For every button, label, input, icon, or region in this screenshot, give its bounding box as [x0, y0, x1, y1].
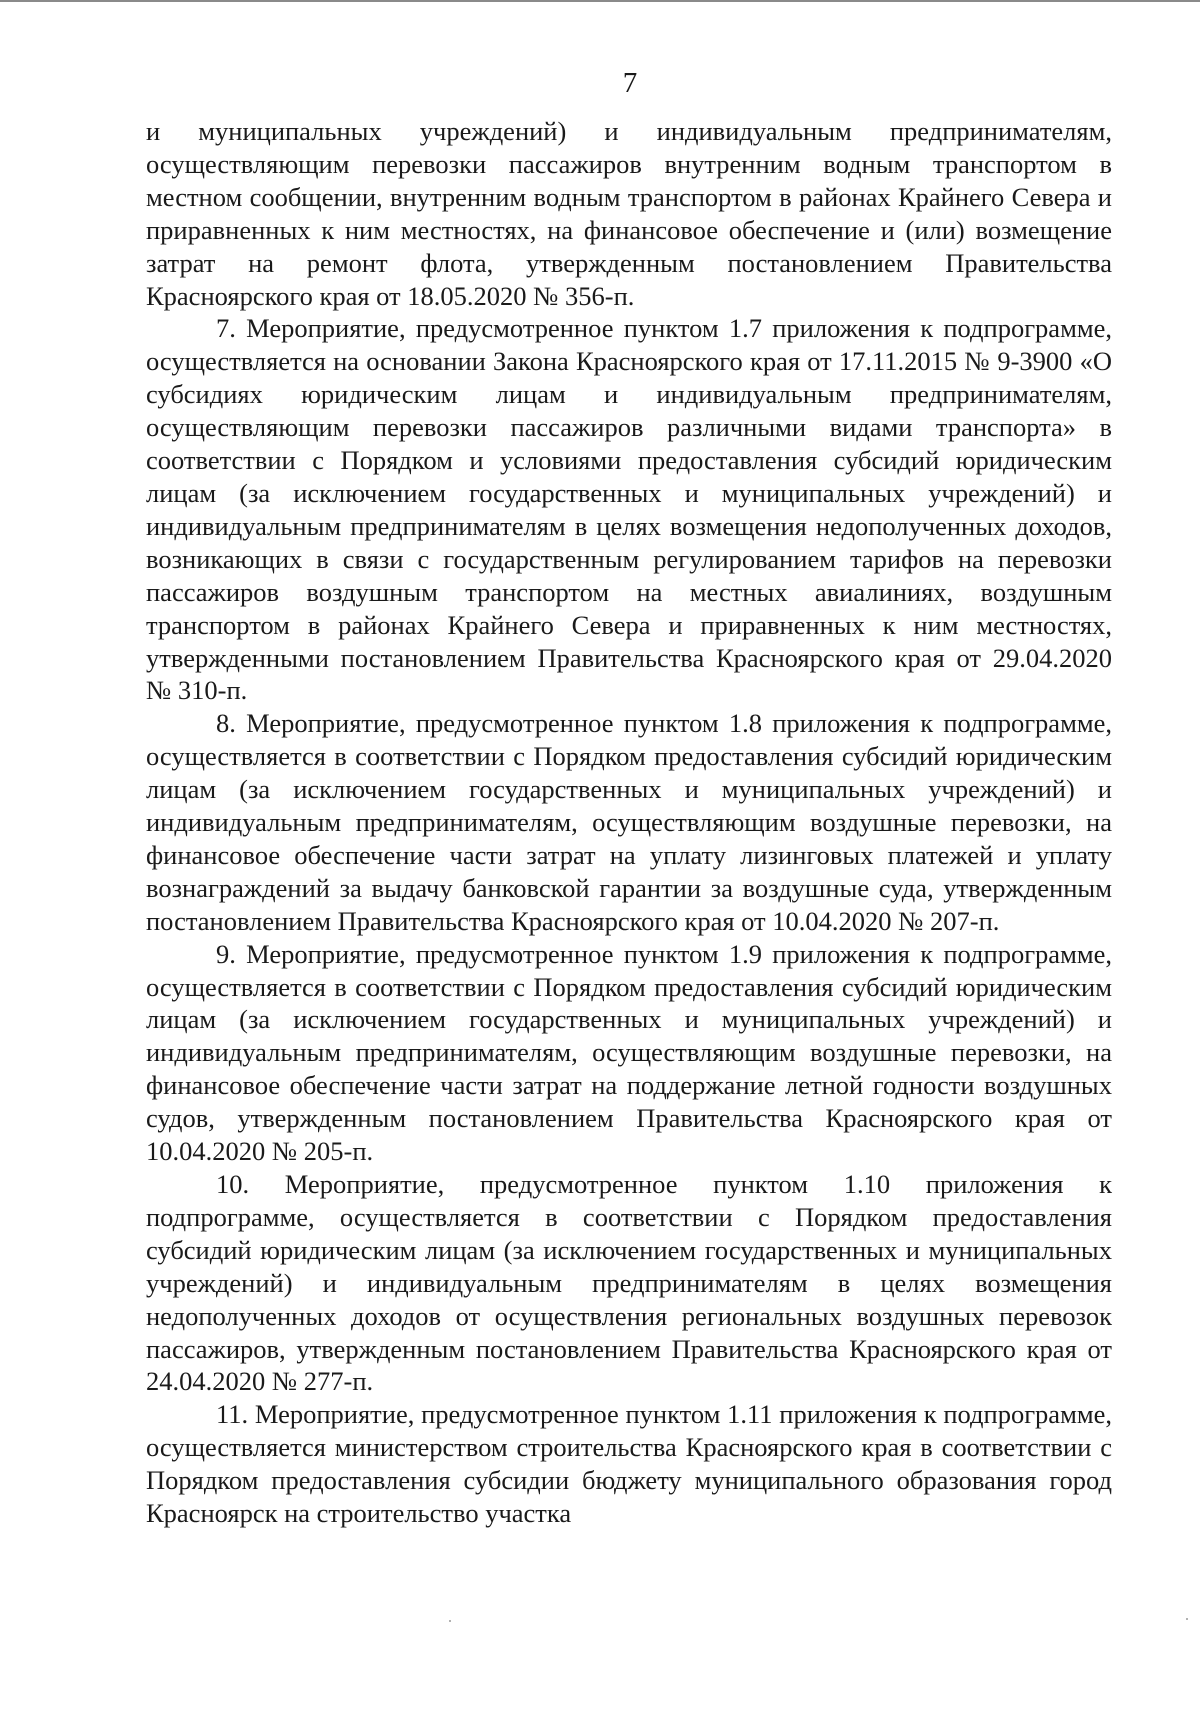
- paragraph-item-11: 11. Мероприятие, предусмотренное пунктом 1.11 приложения к подпрограмме, осуществляется министерством строительства Красноярского края в соответствии с Порядком предоставления субсидии бюджету муниципального образования город Красноярск на строительство участка: [146, 1399, 1112, 1529]
- scan-speck: [449, 1620, 451, 1622]
- top-edge-rule: [0, 0, 1200, 2]
- document-body: [146, 115, 1112, 1530]
- paragraph-continuation: и муниципальных учреждений) и индивидуальным предпринимателям, осуществляющим перевозки пассажиров внутренним водным транспортом в местном сообщении, внутренним водным транспортом в районах Крайнего Севера и приравненных к ним местностях, на финансовое обеспечение и (или) возмещение затрат на ремонт флота, утвержденным постановлением Правительства Красноярского края от 18.05.2020 № 356-п.: [146, 116, 1112, 311]
- paragraph-item-9: 9. Мероприятие, предусмотренное пунктом 1.9 приложения к подпрограмме, осуществляется в соответствии с Порядком предоставления субсидий юридическим лицам (за исключением государственных и муниципальных учреждений) и индивидуальным предпринимателям, осуществляющим воздушные перевозки, на финансовое обеспечение части затрат на поддержание летной годности воздушных судов, утвержденным постановлением Правительства Красноярского края от 10.04.2020 № 205-п.: [146, 938, 1112, 1167]
- paragraph-item-10: 10. Мероприятие, предусмотренное пунктом 1.10 приложения к подпрограмме, осуществляется в соответствии с Порядком предоставления субсидий юридическим лицам (за исключением государственных и муниципальных учреждений) и индивидуальным предпринимателям в целях возмещения недополученных доходов от осуществления региональных воздушных перевозок пассажиров, утвержденным постановлением Правительства Красноярского края от 24.04.2020 № 277-п.: [146, 1169, 1112, 1397]
- paragraph-item-8: 8. Мероприятие, предусмотренное пунктом 1.8 приложения к подпрограмме, осуществляется в соответствии с Порядком предоставления субсидий юридическим лицам (за исключением государственных и муниципальных учреждений) и индивидуальным предпринимателям, осуществляющим воздушные перевозки, на финансовое обеспечение части затрат на уплату лизинговых платежей и уплату вознаграждений за выдачу банковской гарантии за воздушные суда, утвержденным постановлением Правительства Красноярского края от 10.04.2020 № 207-п.: [146, 708, 1112, 936]
- paragraph-item-7: 7. Мероприятие, предусмотренное пунктом 1.7 приложения к подпрограмме, осуществляется на основании Закона Красноярского края от 17.11.2015 № 9-3900 «О субсидиях юридическим лицам и индивидуальным предпринимателям, осуществляющим перевозки пассажиров различными видами транспорта» в соответствии с Порядком и условиями предоставления субсидий юридическим лицам (за исключением государственных и муниципальных учреждений) и индивидуальным предпринимателям в целях возмещения недополученных доходов, возникающих в связи с государственным регулированием тарифов на перевозки пассажиров воздушным транспортом на местных авиалиниях, воздушным транспортом в районах Крайнего Севера и приравненных к ним местностях, утвержденными постановлением Правительства Красноярского края от 29.04.2020 № 310-п.: [146, 313, 1112, 706]
- page-number: 7: [622, 67, 638, 99]
- scan-speck: [1186, 1618, 1188, 1620]
